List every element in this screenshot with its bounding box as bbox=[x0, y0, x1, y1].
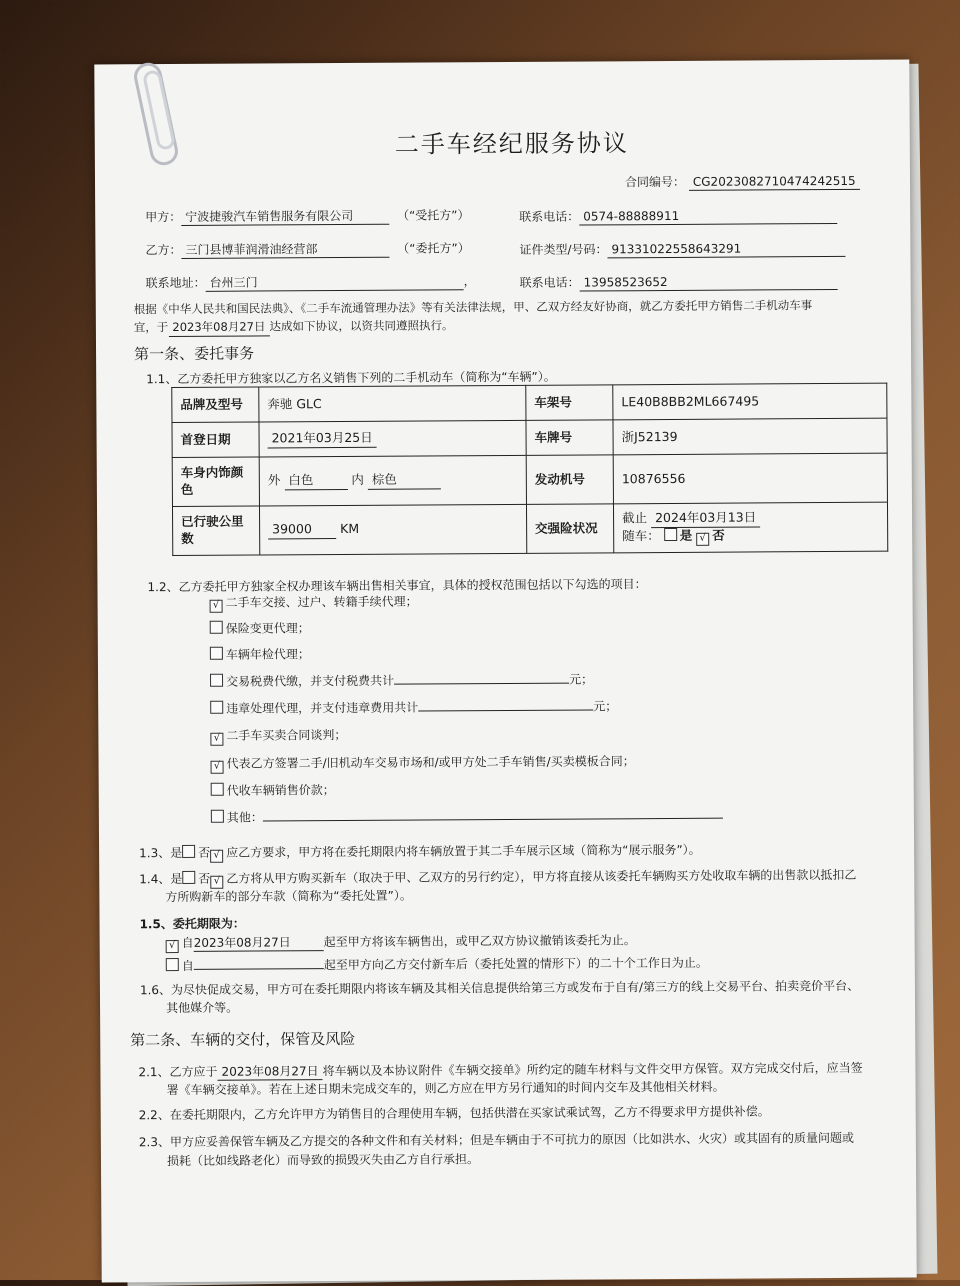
scope-item-label: 二手车交接、过户、转籍手续代理； bbox=[225, 594, 418, 610]
c13-yes-checkbox[interactable] bbox=[182, 845, 195, 858]
term-2-text: 起至甲方向乙方交付新车后（委托处置的情形下）的二十个工作日为止。 bbox=[323, 955, 708, 973]
intro-prefix: 宜，于 bbox=[133, 320, 169, 335]
contract-no-value: CG2023082710474242515 bbox=[689, 173, 860, 191]
with-car-label: 随车： bbox=[622, 527, 660, 544]
mileage-label: 已行驶公里数 bbox=[172, 506, 259, 556]
brand-label: 品牌及型号 bbox=[172, 387, 259, 423]
c14-no-checkbox[interactable]: √ bbox=[210, 876, 223, 889]
phone-label-b: 联系电话： bbox=[519, 275, 580, 290]
clause-2-3: 2.3、甲方应妥善保管车辆及乙方提交的各种文件和有关材料；但是车辆由于不可抗力的原因（比如洪水、火灾）或其固有的质量问题或 bbox=[138, 1130, 854, 1150]
scope-checkbox[interactable] bbox=[210, 674, 223, 687]
c14-text: 乙方将从甲方购买新车（取决于甲、乙双方的另行约定），甲方将直接从该委托车辆购买方处收取车辆的出售款以抵扣乙 bbox=[226, 867, 857, 886]
clause-2-3-cont: 损耗（比如线路老化）而导致的损毁灭失由乙方自行承担。 bbox=[166, 1152, 480, 1169]
party-b-label: 乙方： bbox=[145, 242, 182, 258]
plate-value: 浙J52139 bbox=[613, 418, 887, 455]
contract-number bbox=[625, 173, 860, 192]
party-b-phone: 13958523652 bbox=[580, 273, 838, 292]
scope-checkbox[interactable] bbox=[210, 701, 223, 714]
term-1-checkbox[interactable]: √ bbox=[166, 940, 179, 953]
mileage-cell bbox=[259, 504, 526, 555]
clause-1-5-title: 1.5、委托期限为： bbox=[139, 916, 245, 932]
c13-no-checkbox[interactable]: √ bbox=[210, 850, 223, 863]
clause-1-4 bbox=[139, 867, 856, 889]
scope-item-3 bbox=[210, 671, 593, 690]
term-1-date: 2023年08月27日 bbox=[194, 934, 324, 952]
scope-item-label: 代收车辆销售价款； bbox=[226, 783, 335, 798]
reg-value: 2021年03月25日 bbox=[268, 430, 377, 449]
intro-line-1: 根据《中华人民共和国民法典》、《二手车流通管理办法》等有关法律法规，甲、乙双方经友好协商，就乙方委托甲方销售二手机动车事 bbox=[133, 298, 813, 317]
table-row bbox=[172, 418, 887, 457]
term-option-2 bbox=[166, 952, 708, 974]
vin-value: LE40B8BB2ML667495 bbox=[613, 383, 887, 420]
clause-2-1 bbox=[138, 1060, 862, 1082]
article-1-title: 第一条、委托事务 bbox=[134, 344, 255, 364]
yes-label: 是 bbox=[679, 527, 693, 543]
term-from: 自 bbox=[181, 935, 194, 950]
scope-item-4 bbox=[210, 698, 617, 717]
scope-checkbox[interactable]: √ bbox=[210, 600, 223, 613]
party-a-label: 甲方： bbox=[145, 209, 182, 225]
scope-item-5 bbox=[210, 727, 346, 746]
term-2-checkbox[interactable] bbox=[166, 958, 179, 971]
c14-yes: 1.4、是 bbox=[139, 871, 183, 887]
insurance-date: 2024年03月13日 bbox=[651, 510, 760, 529]
scope-item-1 bbox=[210, 620, 310, 637]
violation-amount-field[interactable] bbox=[418, 709, 593, 711]
scope-checkbox[interactable]: √ bbox=[210, 733, 223, 746]
c21-date: 2023年08月27日 bbox=[217, 1063, 322, 1081]
clause-1-1: 1.1、乙方委托甲方独家以乙方名义销售下列的二手机动车（简称为“车辆”）。 bbox=[146, 369, 556, 387]
scope-item-8 bbox=[211, 807, 723, 826]
ins-to-label: 截止 bbox=[622, 510, 648, 526]
mileage-value: 39000 bbox=[268, 521, 336, 539]
no-checkbox[interactable]: √ bbox=[696, 533, 709, 546]
term-option-1 bbox=[166, 932, 636, 953]
scope-item-label: 保险变更代理； bbox=[225, 621, 310, 636]
party-b-name: 三门县博菲润滑油经营部 bbox=[181, 241, 389, 259]
intro-line-2 bbox=[134, 318, 454, 336]
contract-no-label: 合同编号： bbox=[624, 174, 686, 190]
insurance-expiry bbox=[622, 509, 879, 528]
c13-yes: 1.3、是 bbox=[139, 845, 183, 861]
no-label: 否 bbox=[712, 527, 725, 543]
c13-no: 否 bbox=[198, 845, 211, 860]
c14-no: 否 bbox=[198, 871, 211, 886]
scope-item-label: 交易税费代缴，并支付税费共计 bbox=[226, 673, 395, 689]
scope-checkbox[interactable]: √ bbox=[211, 761, 224, 774]
term-1-text: 起至甲方将该车辆售出，或甲乙双方协议撤销该委托为止。 bbox=[323, 933, 636, 950]
intro-suffix: 达成如下协议，以资共同遵照执行。 bbox=[269, 318, 454, 334]
scope-checkbox[interactable] bbox=[210, 647, 223, 660]
c21-prefix: 2.1、乙方应于 bbox=[138, 1064, 218, 1080]
party-a-phone-row bbox=[519, 207, 837, 226]
clause-1-4-cont: 方所购新车的部分车款（简称为“委托处置”）。 bbox=[165, 888, 412, 905]
yes-checkbox[interactable] bbox=[664, 528, 677, 541]
phone-label: 联系电话： bbox=[519, 209, 580, 224]
scope-item-label: 车辆年检代理； bbox=[225, 647, 310, 662]
scope-item-label: 其他： bbox=[226, 810, 263, 825]
reg-label: 首登日期 bbox=[172, 422, 259, 458]
scope-checkbox[interactable] bbox=[211, 783, 224, 796]
insurance-label: 交强险状况 bbox=[526, 504, 613, 554]
brand-value: 奔驰 GLC bbox=[259, 385, 526, 422]
party-a-row bbox=[145, 207, 469, 226]
address-label: 联系地址： bbox=[145, 275, 206, 291]
reg-cell bbox=[259, 420, 526, 457]
clause-2-1-cont: 署《车辆交接单》。若在上述日期未完成交车的，则乙方应在甲方另行通知的时间内交车及其他相关材料。 bbox=[166, 1079, 725, 1098]
clause-1-3 bbox=[139, 842, 701, 863]
other-field[interactable] bbox=[263, 818, 723, 822]
scope-item-label: 违章处理代理，并支付违章费用共计 bbox=[226, 700, 419, 716]
clause-1-2: 1.2、乙方委托甲方独家全权办理该车辆出售相关事宜，具体的授权范围包括以下勾选的项目： bbox=[147, 577, 647, 595]
term-2-date-field[interactable] bbox=[194, 954, 324, 970]
scope-item-label: 代表乙方签署二手/旧机动车交易市场和/或甲方处二手车销售/买卖模板合同； bbox=[226, 754, 635, 771]
table-row bbox=[172, 502, 887, 555]
scope-item-7 bbox=[211, 782, 335, 799]
outer-value: 白色 bbox=[284, 472, 347, 490]
scope-item-0 bbox=[210, 594, 418, 613]
outer-label: 外 bbox=[267, 472, 281, 488]
intro-date: 2023年08月27日 bbox=[168, 319, 269, 336]
engine-label: 发动机号 bbox=[526, 455, 613, 505]
yuan-suffix: 元； bbox=[569, 672, 594, 687]
scope-item-2 bbox=[210, 646, 310, 663]
inner-value: 棕色 bbox=[368, 471, 441, 489]
c13-text: 应乙方要求，甲方将在委托期限内将车辆放置于其二手车展示区域（简称为“展示服务”）。 bbox=[226, 842, 701, 860]
party-b-row bbox=[145, 240, 469, 259]
doc-title: 二手车经纪服务协议 bbox=[394, 129, 629, 159]
party-b-role: （“委托方”） bbox=[397, 241, 470, 256]
color-label: 车身内饰颜色 bbox=[172, 457, 259, 507]
address-comma: ， bbox=[463, 274, 476, 289]
insurance-with-car bbox=[622, 527, 879, 547]
engine-value: 10876556 bbox=[613, 453, 887, 504]
color-cell bbox=[259, 455, 526, 506]
tax-amount-field[interactable] bbox=[394, 683, 569, 685]
vehicle-table bbox=[171, 383, 888, 556]
address-value: 台州三门 bbox=[206, 273, 464, 292]
scope-checkbox[interactable] bbox=[211, 810, 224, 823]
contract-page bbox=[94, 60, 916, 1283]
vin-label: 车架号 bbox=[526, 385, 613, 421]
term-from: 自 bbox=[181, 958, 194, 973]
table-row bbox=[172, 383, 887, 422]
c21-text: 将车辆以及本协议附件《车辆交接单》所约定的随车材料与文件交甲方保管。双方完成交付后，应当签 bbox=[322, 1060, 863, 1079]
inner-label: 内 bbox=[351, 471, 364, 488]
c14-yes-checkbox[interactable] bbox=[182, 871, 195, 884]
plate-label: 车牌号 bbox=[526, 420, 613, 456]
insurance-cell bbox=[613, 502, 887, 553]
scope-item-6 bbox=[211, 753, 635, 774]
scope-item-label: 二手车买卖合同谈判； bbox=[226, 727, 347, 743]
address-row bbox=[146, 273, 476, 292]
km-unit: KM bbox=[340, 520, 360, 537]
clause-1-6: 1.6、为尽快促成交易，甲方可在委托期限内将该车辆及其相关信息提供给第三方或发布于自有/第三方的线上交易平台、拍卖竞价平台、 bbox=[139, 978, 860, 998]
party-a-phone: 0574-88888911 bbox=[579, 207, 837, 226]
party-b-id: 91331022558643291 bbox=[607, 240, 845, 259]
id-label: 证件类型/号码： bbox=[519, 242, 608, 257]
scope-checkbox[interactable] bbox=[210, 621, 223, 634]
table-row bbox=[172, 453, 887, 506]
article-2-title: 第二条、车辆的交付，保管及风险 bbox=[130, 1029, 356, 1050]
party-b-phone-row bbox=[520, 273, 838, 292]
clause-1-6-cont: 其他媒介等。 bbox=[166, 1000, 239, 1016]
party-a-name: 宁波捷骏汽车销售服务有限公司 bbox=[181, 208, 389, 226]
party-a-role: （“受托方”） bbox=[397, 208, 470, 223]
yuan-suffix: 元； bbox=[593, 699, 618, 714]
clause-2-2: 2.2、在委托期限内，乙方允许甲方为销售目的合理使用车辆，包括供潜在买家试乘试驾，乙方不得要求甲方提供补偿。 bbox=[138, 1104, 770, 1123]
party-b-id-row bbox=[519, 240, 845, 259]
